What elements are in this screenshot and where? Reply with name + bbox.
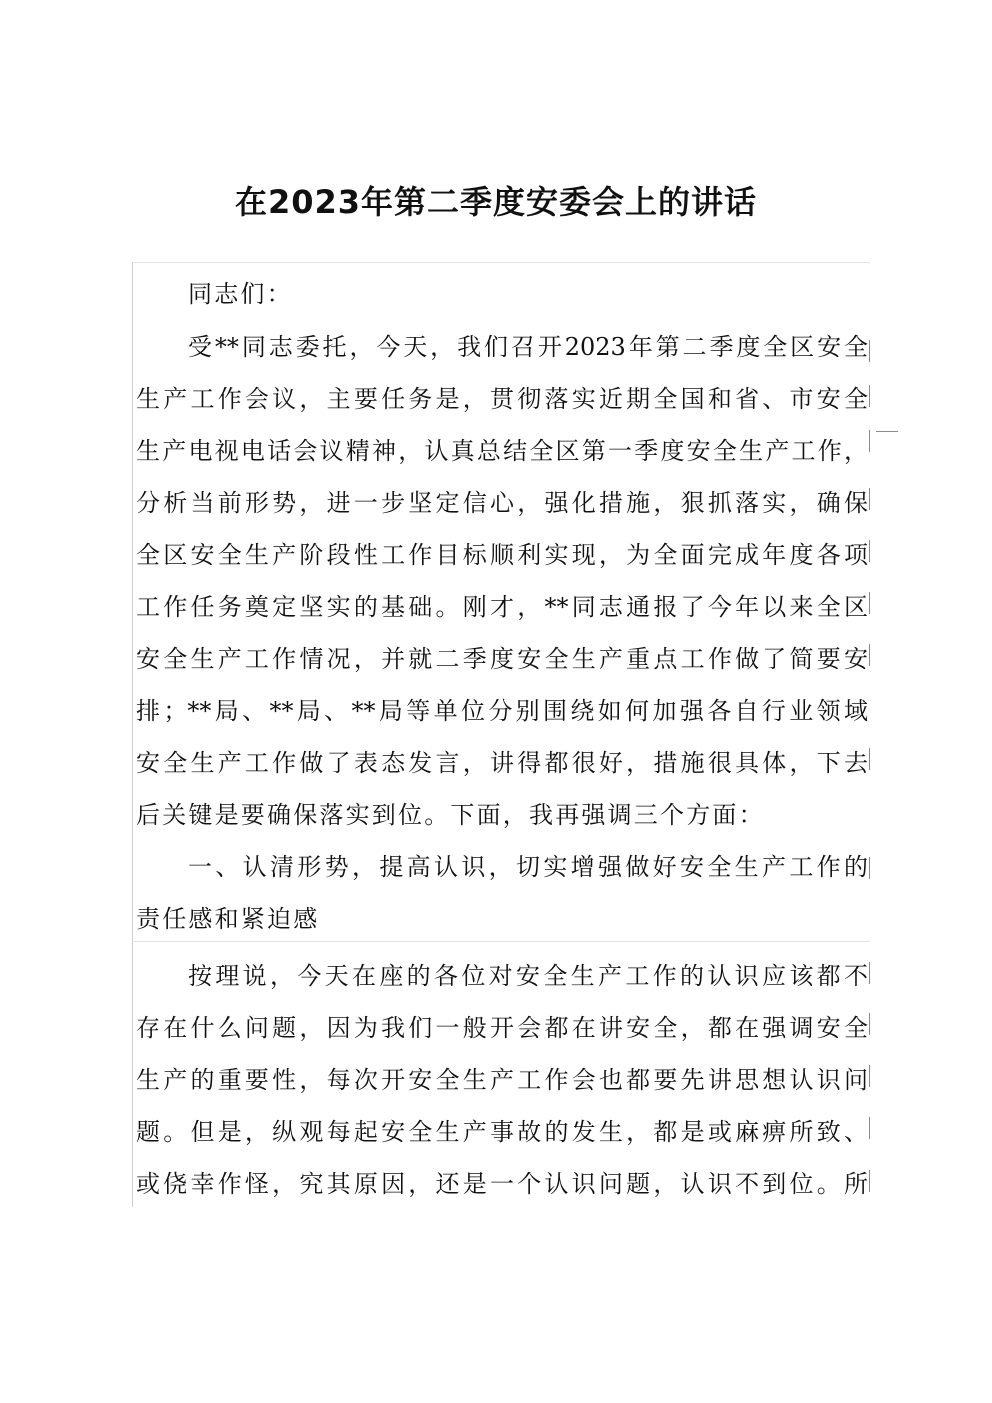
margin-tick [869,1117,870,1139]
section-divider [132,941,870,942]
paragraph-line: 题。但是，纵观每起安全生产事故的发生，都是或麻痹所致、 [136,1118,868,1146]
margin-tick [869,340,870,362]
paragraph-line: 分析当前形势，进一步坚定信心，强化措施，狠抓落实，确保 [136,489,868,517]
paragraph-line: 生产电视电话会议精神，认真总结全区第一季度安全生产工作， [136,437,868,465]
paragraph-line: 全区安全生产阶段性工作目标顺利实现，为全面完成年度各项 [136,541,868,569]
paragraph-line: 安全生产工作做了表态发言，讲得都很好，措施很具体，下去 [136,749,868,777]
margin-tick [869,857,870,879]
margin-tick [869,644,870,666]
paragraph-line: 工作任务奠定坚实的基础。刚才，**同志通报了今年以来全区 [136,593,868,621]
margin-tick [869,962,870,984]
margin-tick [869,488,870,510]
margin-corner-mark [876,431,898,432]
paragraph-line: 排；**局、**局、**局等单位分别围绕如何加强各自行业领域 [136,697,868,725]
margin-tick [869,430,870,452]
section-heading-line: 责任感和紧迫感 [136,905,320,933]
paragraph-line: 安全生产工作情况，并就二季度安全生产重点工作做了简要安 [136,645,868,673]
paragraph-line: 生产工作会议，主要任务是，贯彻落实近期全国和省、市安全 [136,385,868,413]
text-frame-top-border [132,262,870,263]
paragraph-line: 或侥幸作怪，究其原因，还是一个认识问题，认识不到位。所 [136,1170,868,1198]
document-title: 在2023年第二季度安委会上的讲话 [234,183,758,221]
margin-tick [869,540,870,562]
salutation: 同志们： [188,280,293,308]
margin-tick [869,1065,870,1087]
paragraph-line: 按理说，今天在座的各位对安全生产工作的认识应该都不 [188,962,868,990]
section-heading-line: 一、认清形势，提高认识，切实增强做好安全生产工作的 [188,853,868,881]
margin-tick [869,385,870,407]
text-frame-left-border [132,262,133,1207]
margin-tick [869,592,870,614]
paragraph-line: 后关键是要确保落实到位。下面，我再强调三个方面： [136,801,765,829]
margin-tick [869,1013,870,1035]
paragraph-line: 生产的重要性，每次开安全生产工作会也都要先讲思想认识问 [136,1066,868,1094]
paragraph-line: 受**同志委托，今天，我们召开2023年第二季度全区安全 [188,333,868,361]
margin-tick [869,1170,870,1192]
margin-tick [869,748,870,770]
paragraph-line: 存在什么问题，因为我们一般开会都在讲安全，都在强调安全 [136,1014,868,1042]
